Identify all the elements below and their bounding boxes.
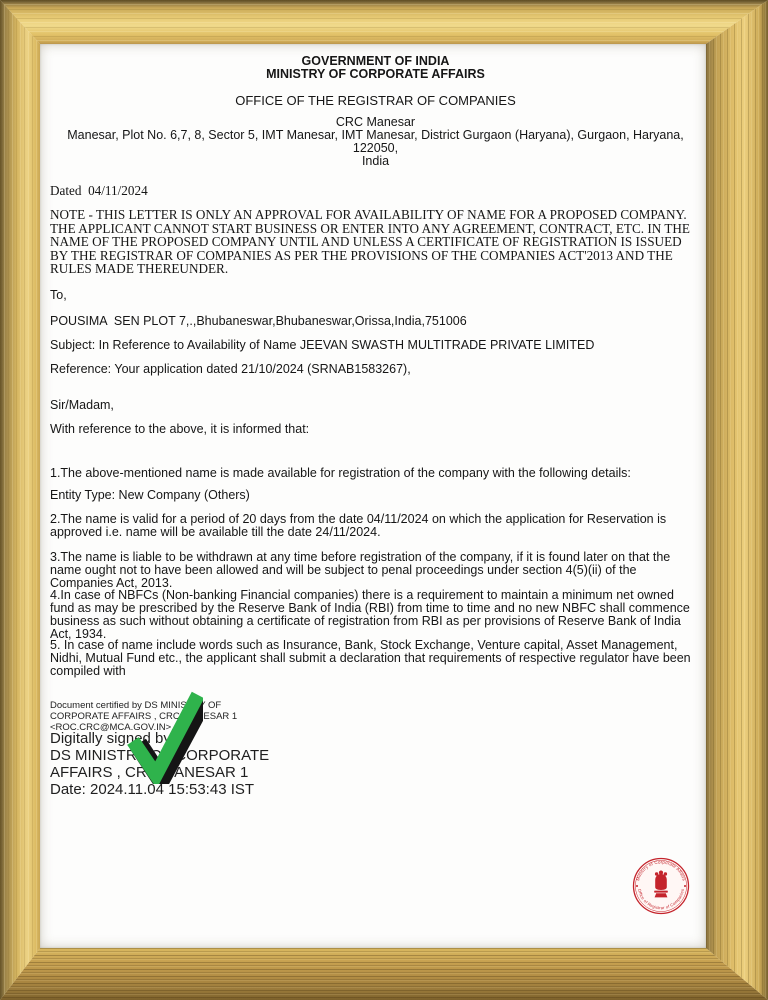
frame-right-bar [706, 0, 768, 1000]
header-office: OFFICE OF THE REGISTRAR OF COMPANIES [235, 93, 516, 108]
dated-line: Dated 04/11/2024 [50, 183, 148, 198]
header-government [50, 55, 701, 81]
signature-line-1: Digitally signed by [50, 730, 171, 747]
subject-line: Subject: In Reference to Availability of Name JEEVAN SWASTH MULTITRADE PRIVATE LIMITED [50, 338, 595, 352]
header-ministry-line: MINISTRY OF CORPORATE AFFAIRS [266, 67, 485, 81]
header-address: Manesar, Plot No. 6,7, 8, Sector 5, IMT Manesar, IMT Manesar, District Gurgaon (Haryana), Gurgaon, Haryana, 122050, [67, 128, 684, 155]
certification-note: Document certified by DS MINISTRY OF CORPORATE AFFAIRS , CRC MANESAR 1 <ROC.CRC@MCA.GOV.IN>. [50, 700, 238, 733]
mca-seal [631, 856, 691, 916]
mca-seal-svg [631, 856, 691, 916]
note-paragraph: NOTE - THIS LETTER IS ONLY AN APPROVAL FOR AVAILABILITY OF NAME FOR A PROPOSED COMPANY. THE APPLICANT CANNOT START BUSINESS OR ENTER INTO ANY AGREEMENT, CONTRACT, ETC. IN THE NAME OF THE PROPOSED COMPANY UNTIL AND UNLESS A CERTIFICATE OF REGISTRATION IS ISSUED BY THE REGISTRAR OF COMPANIES AS PER THE PROVISIONS OF THE COMPANIES ACT'2013 AND THE RULES MADE THEREUNDER. [50, 207, 690, 276]
seal-left-dot [636, 885, 638, 887]
header-govt-line: GOVERNMENT OF INDIA [301, 54, 450, 68]
letter-page [40, 44, 706, 948]
frame-top-bar [0, 0, 768, 44]
header-branch: CRC Manesar [335, 115, 416, 129]
reference-line: Reference: Your application dated 21/10/2024 (SRNAB1583267), [50, 362, 411, 376]
seal-right-dot [684, 885, 686, 887]
frame-bottom-bar [0, 948, 768, 1000]
ashoka-emblem-icon [654, 871, 668, 898]
seal-text-top: Ministry of Corporate Affairs [635, 859, 687, 882]
seal-text-bottom: Office of Registrar of Companies [636, 888, 686, 911]
intro-line: With reference to the above, it is informed that: [50, 422, 310, 436]
recipient-line: POUSIMA SEN PLOT 7,.,Bhubaneswar,Bhubaneswar,Orissa,India,751006 [50, 314, 467, 328]
signature-line-3: AFFAIRS , CRC MANESAR 1 [50, 764, 249, 781]
verified-check-icon [125, 688, 203, 784]
signature-date-line: Date: 2024.11.04 15:53:43 IST [50, 781, 255, 798]
frame-left-bar [0, 0, 40, 1000]
verified-check-svg [125, 688, 203, 784]
to-label: To, [50, 288, 67, 302]
salutation-line: Sir/Madam, [50, 398, 114, 412]
header-address-country: India [361, 154, 390, 168]
header-address-block [50, 116, 701, 168]
entity-type-line: Entity Type: New Company (Others) [50, 488, 250, 502]
point-5: 5. In case of name include words such as Insurance, Bank, Stock Exchange, Venture capital, Asset Management, Nidhi, Mutual Fund etc., the applicant shall submit a declaration that requirements of respective regulator have been compiled with [50, 638, 691, 678]
point-3: 3.The name is liable to be withdrawn at any time before registration of the company, if it is found later on that the name ought not to have been allowed and will be subject to penal proceedings under section 4(5)(ii) of the Companies Act, 2013. [50, 550, 671, 590]
point-4: 4.In case of NBFCs (Non-banking Financial companies) there is a requirement to maintain a minimum net owned fund as may be prescribed by the Reserve Bank of India (RBI) from time to time and no new NBFC shall commence business as such without obtaining a certificate of registration from RBI as per provisions of Reserve Bank of India Act, 1934. [50, 588, 690, 641]
point-2: 2.The name is valid for a period of 20 days from the date 04/11/2024 on which the application for Reservation is approved i.e. name will be available till the date 24/11/2024. [50, 512, 667, 539]
point-1: 1.The above-mentioned name is made available for registration of the company with the following details: [50, 466, 631, 480]
signature-line-2: DS MINISTRY OF CORPORATE [50, 747, 270, 764]
